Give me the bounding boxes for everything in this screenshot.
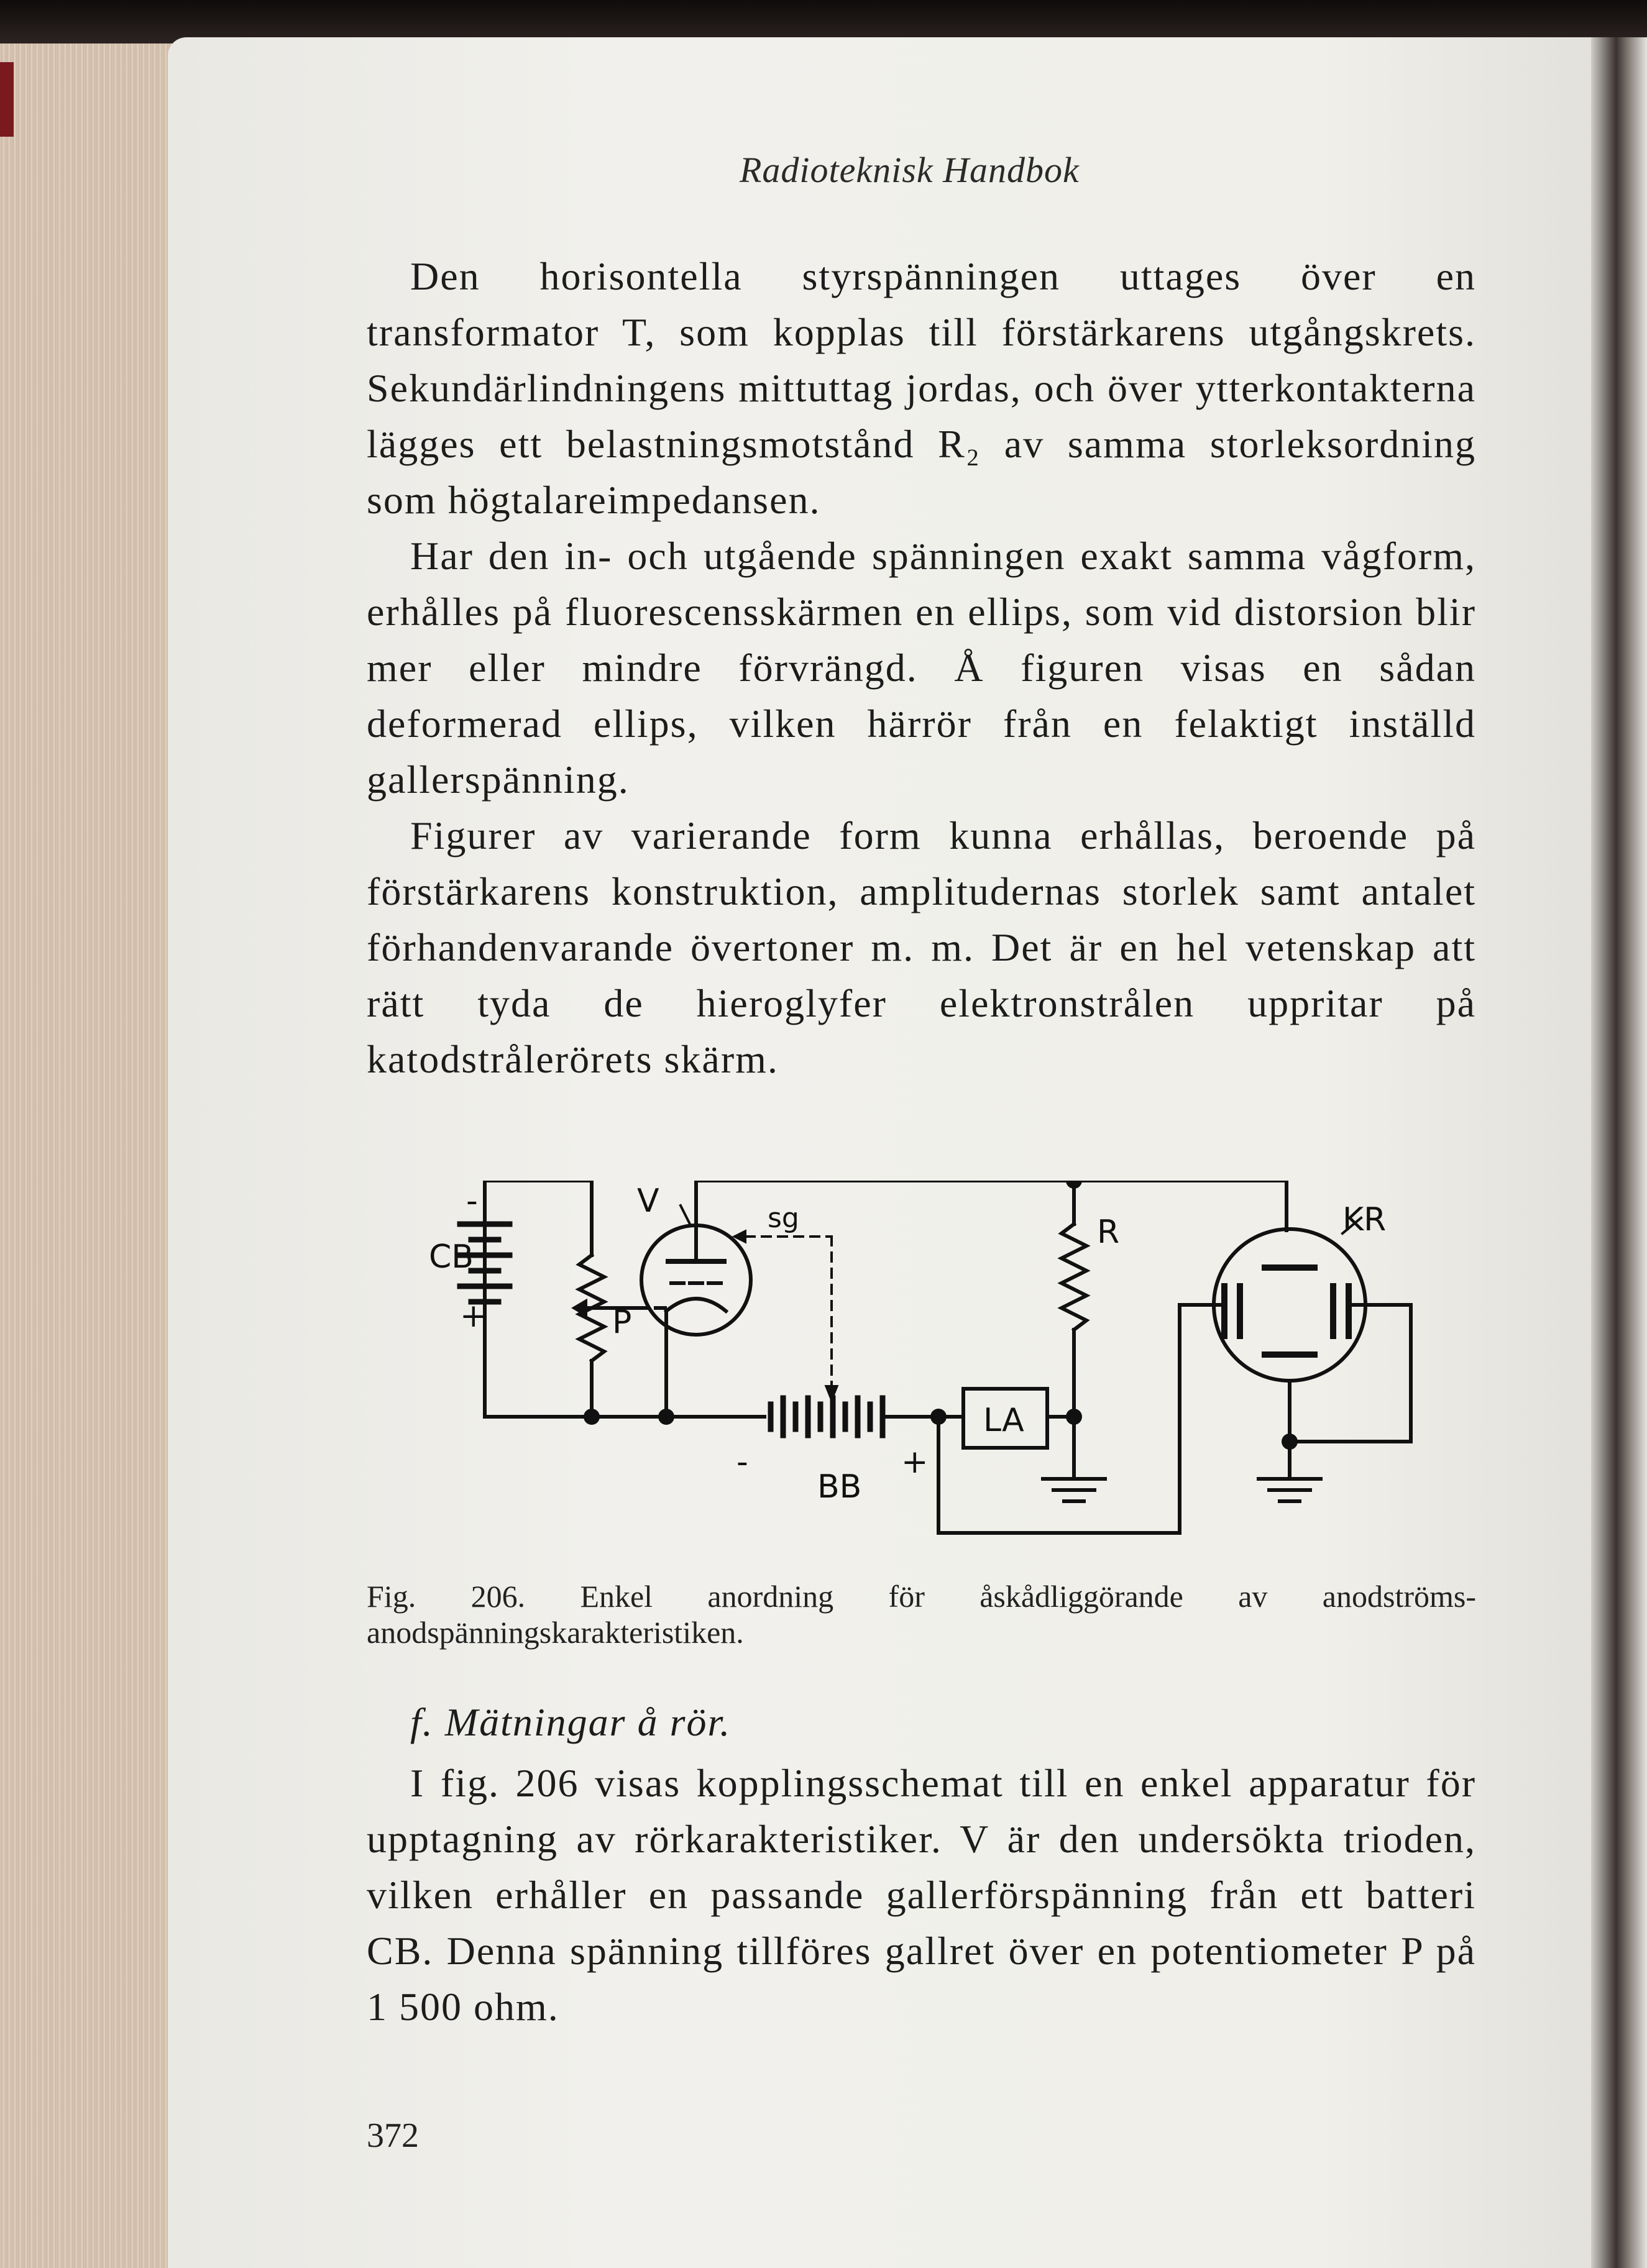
- paragraph-1: Den horisontella styrspänningen uttages över en transformator T, som kopplas till förstärkarens utgångskrets. Sekundärlindningens mittuttag jordas, och över ytterkontakterna lägges ett belastningsmotstånd R₂ av samma storleksordning som högtalareimpedansen.: [367, 254, 1476, 522]
- paragraph-3: Figurer av varierande form kunna erhållas, beroende på förstärkarens konstruktion, amplitudernas storlek samt antalet förhandenvarande övertoner m. m. Det är en hel vetenskap att rätt tyda de hieroglyfer elektronstrålen uppritar på katodstrålerörets skärm.: [367, 813, 1476, 1081]
- label-bb-minus: -: [736, 1443, 748, 1481]
- book-gutter: [1591, 37, 1647, 2268]
- label-bb: BB: [817, 1468, 862, 1506]
- crt-kr: [1214, 1229, 1365, 1381]
- paragraph-2: Har den in- och utgående spänningen exakt samma vågform, erhålles på fluorescensskärmen en ellips, som vid distorsion blir mer eller mindre förvrängd. Å figuren visas en sådan deformerad ellips, vilken härrör från en felaktigt inställd gallerspänning.: [367, 534, 1476, 802]
- paragraph-4: I fig. 206 visas kopplingsschemat till en enkel apparatur för upptagning av rörkarakteristiker. V är den undersökta trioden, vilken erhåller en passande gallerförspänning från ett batteri CB. Denna spänning tillföres gallret över en potentiometer P på 1 500 ohm.: [367, 1761, 1476, 2029]
- ground-symbol-2: [1259, 1479, 1321, 1501]
- label-v: V: [637, 1182, 659, 1220]
- circuit-diagram: [423, 1181, 1454, 1566]
- figure-caption: Fig. 206. Enkel anordning för åskådliggörande av anodströms-anodspänningskarakteristiken.: [367, 1579, 1476, 1650]
- label-r: R: [1097, 1214, 1120, 1251]
- label-sg: sg: [768, 1202, 799, 1234]
- label-bb-plus: +: [901, 1443, 929, 1481]
- body-text-bottom: [367, 1755, 1476, 2035]
- label-cb: CB: [429, 1238, 474, 1276]
- label-kr: KR: [1342, 1201, 1387, 1238]
- wiper-arrow: [575, 1302, 585, 1314]
- label-la: LA: [983, 1402, 1024, 1439]
- running-head: Radioteknisk Handbok: [740, 150, 1080, 190]
- book-page-edges: [0, 43, 186, 2268]
- page-number: 372: [367, 2116, 419, 2155]
- resistor-r: [1062, 1224, 1086, 1330]
- book-cover-corner: [0, 62, 14, 137]
- sg-dashed-arrow: [746, 1237, 832, 1386]
- bb-battery-symbol: [771, 1398, 883, 1435]
- label-cb-minus: -: [466, 1182, 478, 1220]
- label-p: P: [612, 1304, 632, 1341]
- body-text-top: [367, 249, 1476, 1087]
- ground-symbol-1: [1043, 1479, 1105, 1501]
- section-heading: f. Mätningar å rör.: [410, 1700, 732, 1744]
- label-cb-plus: +: [460, 1297, 487, 1335]
